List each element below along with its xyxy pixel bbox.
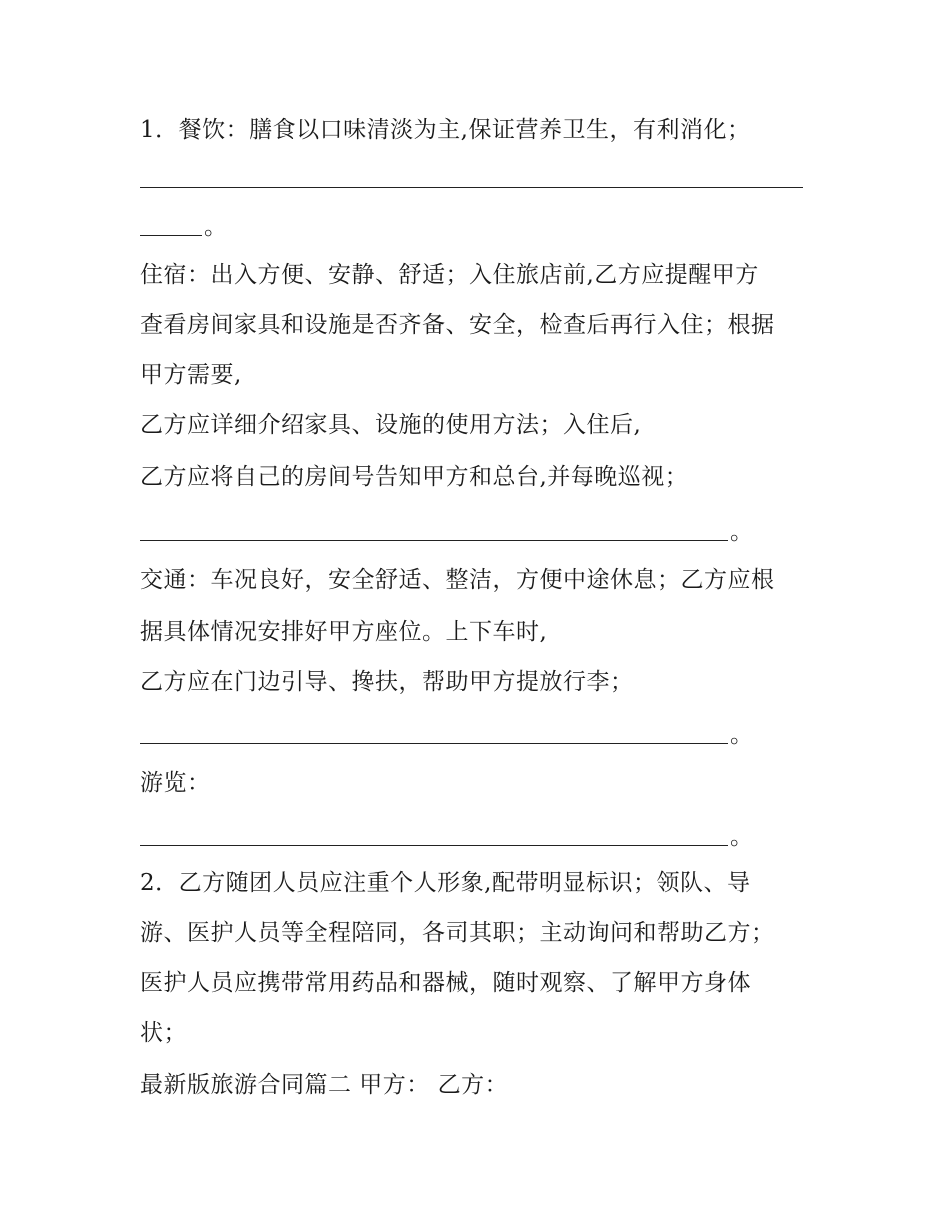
underline xyxy=(140,540,728,542)
period: 。 xyxy=(730,722,753,748)
lodging-line-2: 查看房间家具和设施是否齐备、安全，检查后再行入住；根据 xyxy=(140,312,775,338)
lodging-line-3: 甲方需要, xyxy=(140,362,242,388)
underline xyxy=(140,743,728,745)
contract-2-heading: 最新版旅游合同篇二 甲方： 乙方： xyxy=(140,1072,509,1098)
clause-2-line-2: 游、医护人员等全程陪同，各司其职；主动询问和帮助乙方； xyxy=(140,920,775,946)
transport-line-3: 乙方应在门边引导、搀扶，帮助甲方提放行李； xyxy=(140,669,634,695)
clause-1-catering: 1．餐饮：膳食以口味清淡为主,保证营养卫生，有利消化； xyxy=(140,117,751,143)
clause-2-line-4: 状； xyxy=(140,1020,187,1046)
clause-2-line-3: 医护人员应携带常用药品和器械，随时观察、了解甲方身体 xyxy=(140,970,751,996)
period: 。 xyxy=(730,824,753,850)
underline xyxy=(140,845,728,847)
sightseeing-label: 游览： xyxy=(140,770,211,796)
underline xyxy=(140,187,803,189)
clause-2-line-1: 2．乙方随团人员应注重个人形象,配带明显标识；领队、导 xyxy=(140,870,751,896)
lodging-line-4: 乙方应详细介绍家具、设施的使用方法；入住后, xyxy=(140,412,642,438)
lodging-line-5: 乙方应将自己的房间号告知甲方和总台,并每晚巡视； xyxy=(140,464,689,490)
transport-line-2: 据具体情况安排好甲方座位。上下车时, xyxy=(140,619,548,645)
transport-line-1: 交通：车况良好，安全舒适、整洁，方便中途休息；乙方应根 xyxy=(140,567,775,593)
underline xyxy=(140,235,202,237)
period: 。 xyxy=(730,519,753,545)
period: 。 xyxy=(204,214,227,240)
lodging-line-1: 住宿：出入方便、安静、舒适；入住旅店前,乙方应提醒甲方 xyxy=(140,262,759,288)
